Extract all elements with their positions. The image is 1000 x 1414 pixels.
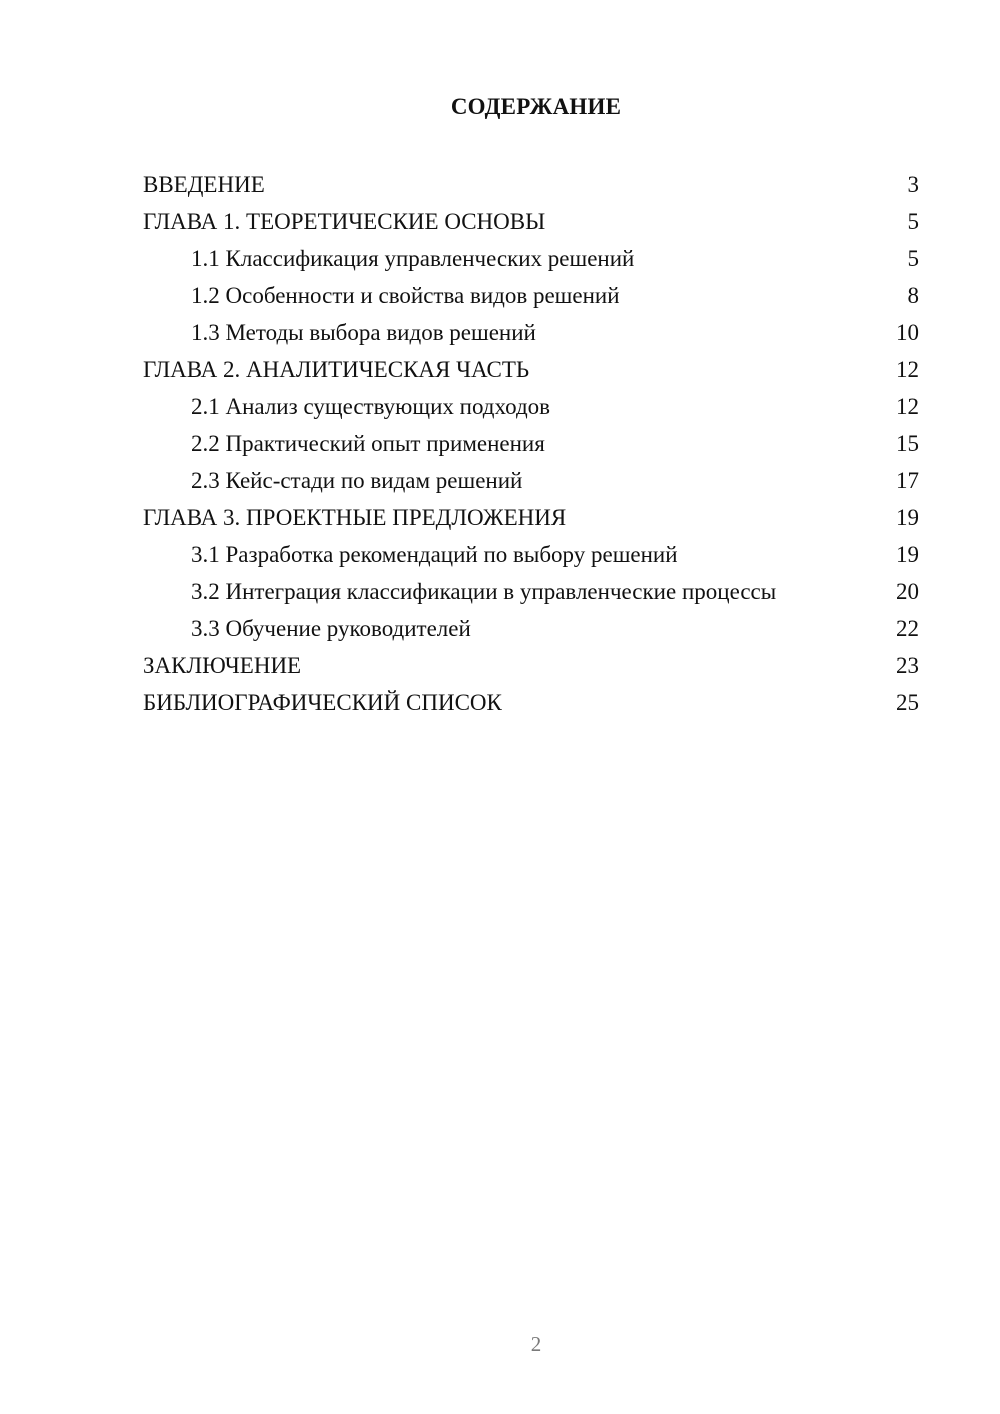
toc-entry-page: 15 <box>896 431 919 456</box>
toc-entry-section-1-3 <box>143 314 919 351</box>
toc-entry-text: 3.2 Интеграция классификации в управленческие процессы <box>191 579 777 604</box>
toc-entry-chapter-2 <box>143 351 919 388</box>
toc-entry-text: 1.3 Методы выбора видов решений <box>191 320 536 345</box>
toc-entry-text: ГЛАВА 2. АНАЛИТИЧЕСКАЯ ЧАСТЬ <box>143 357 530 382</box>
page-title: СОДЕРЖАНИЕ <box>450 94 622 119</box>
toc-entry-page: 3 <box>907 172 919 197</box>
toc-entry-page: 17 <box>896 468 919 493</box>
toc-entry-section-3-3 <box>143 610 919 647</box>
toc-entry-text: 3.3 Обучение руководителей <box>191 616 471 641</box>
toc-entry-introduction <box>143 166 919 203</box>
table-of-contents <box>143 166 919 721</box>
toc-entry-section-2-1 <box>143 388 919 425</box>
toc-entry-conclusion <box>143 647 919 684</box>
toc-entry-text: ГЛАВА 3. ПРОЕКТНЫЕ ПРЕДЛОЖЕНИЯ <box>143 505 567 530</box>
toc-entry-page: 23 <box>896 653 919 678</box>
toc-entry-section-1-2 <box>143 277 919 314</box>
toc-entry-section-2-3 <box>143 462 919 499</box>
toc-entry-bibliography <box>143 684 919 721</box>
toc-entry-page: 25 <box>896 690 919 715</box>
toc-entry-text: ГЛАВА 1. ТЕОРЕТИЧЕСКИЕ ОСНОВЫ <box>143 209 546 234</box>
toc-entry-chapter-3 <box>143 499 919 536</box>
toc-entry-page: 22 <box>896 616 919 641</box>
toc-entry-chapter-1 <box>143 203 919 240</box>
toc-entry-page: 8 <box>907 283 919 308</box>
toc-entry-text: БИБЛИОГРАФИЧЕСКИЙ СПИСОК <box>143 690 502 715</box>
toc-entry-text: 3.1 Разработка рекомендаций по выбору решений <box>191 542 678 567</box>
toc-entry-section-2-2 <box>143 425 919 462</box>
toc-entry-page: 10 <box>896 320 919 345</box>
toc-entry-section-3-2 <box>143 573 919 610</box>
toc-entry-text: 1.1 Классификация управленческих решений <box>191 246 635 271</box>
toc-entry-page: 19 <box>896 505 919 530</box>
toc-entry-page: 5 <box>907 209 919 234</box>
toc-entry-text: ЗАКЛЮЧЕНИЕ <box>143 653 302 678</box>
toc-entry-text: 2.2 Практический опыт применения <box>191 431 545 456</box>
toc-entry-page: 19 <box>896 542 919 567</box>
toc-entry-page: 12 <box>896 357 919 382</box>
toc-entry-page: 12 <box>896 394 919 419</box>
toc-entry-text: 2.3 Кейс-стади по видам решений <box>191 468 523 493</box>
toc-entry-page: 20 <box>896 579 919 604</box>
toc-entry-page: 5 <box>907 246 919 271</box>
page-number: 2 <box>530 1332 542 1356</box>
toc-entry-section-3-1 <box>143 536 919 573</box>
toc-entry-text: ВВЕДЕНИЕ <box>143 172 265 197</box>
toc-entry-text: 2.1 Анализ существующих подходов <box>191 394 551 419</box>
toc-entry-text: 1.2 Особенности и свойства видов решений <box>191 283 620 308</box>
toc-entry-section-1-1 <box>143 240 919 277</box>
